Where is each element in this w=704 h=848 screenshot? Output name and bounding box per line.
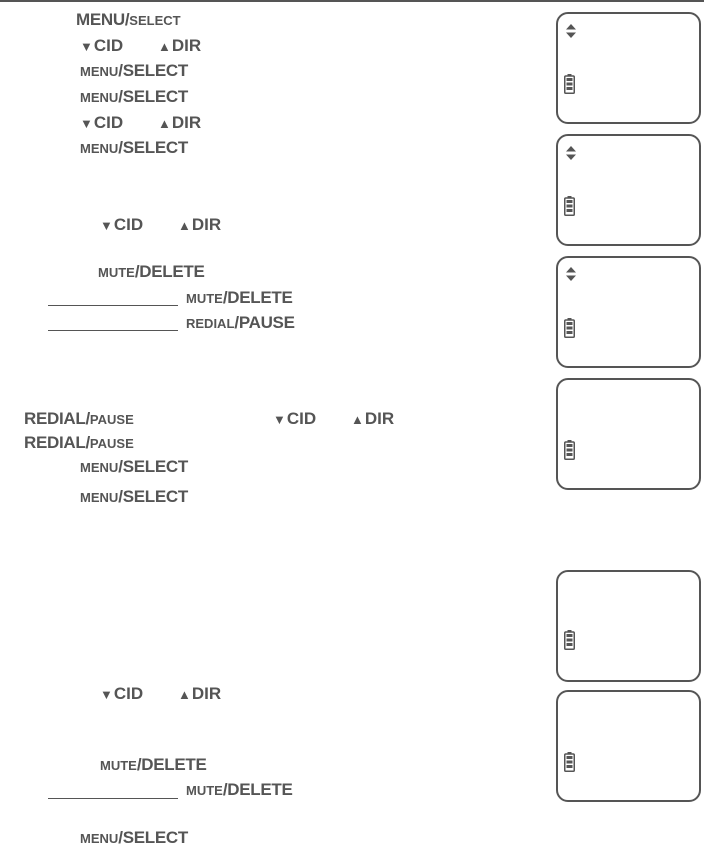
handset-screen	[556, 256, 701, 368]
redial-pause-key: REDIAL/PAUSE	[24, 409, 134, 428]
redial-pause-key: REDIAL/PAUSE	[186, 313, 295, 332]
scroll-arrows-icon	[566, 267, 576, 281]
mute-delete-key: MUTE/DELETE	[186, 780, 293, 799]
cid-key: ▼CID	[80, 113, 124, 132]
handset-screen	[556, 378, 701, 490]
battery-icon	[564, 630, 575, 650]
fill-in-blank	[48, 798, 178, 799]
menu-select-key: MENU/SELECT	[80, 487, 188, 506]
dir-key: ▲DIR	[178, 215, 222, 234]
handset-screen	[556, 570, 701, 682]
fill-in-blank	[48, 305, 178, 306]
cid-key: ▼CID	[100, 215, 144, 234]
scroll-arrows-icon	[566, 24, 576, 38]
top-rule	[0, 0, 704, 2]
redial-pause-key: REDIAL/PAUSE	[24, 433, 134, 452]
battery-icon	[564, 74, 575, 94]
dir-key: ▲DIR	[351, 409, 395, 428]
dir-key: ▲DIR	[178, 684, 222, 703]
mute-delete-key: MUTE/DELETE	[186, 288, 293, 307]
handset-screen	[556, 690, 701, 802]
menu-select-key: MENU/SELECT	[80, 457, 188, 476]
menu-select-key: MENU/SELECT	[76, 10, 181, 29]
dir-key: ▲DIR	[158, 113, 202, 132]
battery-icon	[564, 440, 575, 460]
menu-select-key: MENU/SELECT	[80, 87, 188, 106]
battery-icon	[564, 196, 575, 216]
menu-select-key: MENU/SELECT	[80, 61, 188, 80]
cid-key: ▼CID	[100, 684, 144, 703]
battery-icon	[564, 752, 575, 772]
fill-in-blank	[48, 330, 178, 331]
mute-delete-key: MUTE/DELETE	[100, 755, 207, 774]
cid-key: ▼CID	[273, 409, 317, 428]
handset-screen	[556, 12, 701, 124]
dir-key: ▲DIR	[158, 36, 202, 55]
menu-select-key: MENU/SELECT	[80, 138, 188, 157]
battery-icon	[564, 318, 575, 338]
handset-screen	[556, 134, 701, 246]
mute-delete-key: MUTE/DELETE	[98, 262, 205, 281]
scroll-arrows-icon	[566, 146, 576, 160]
cid-key: ▼CID	[80, 36, 124, 55]
menu-select-key: MENU/SELECT	[80, 828, 188, 847]
